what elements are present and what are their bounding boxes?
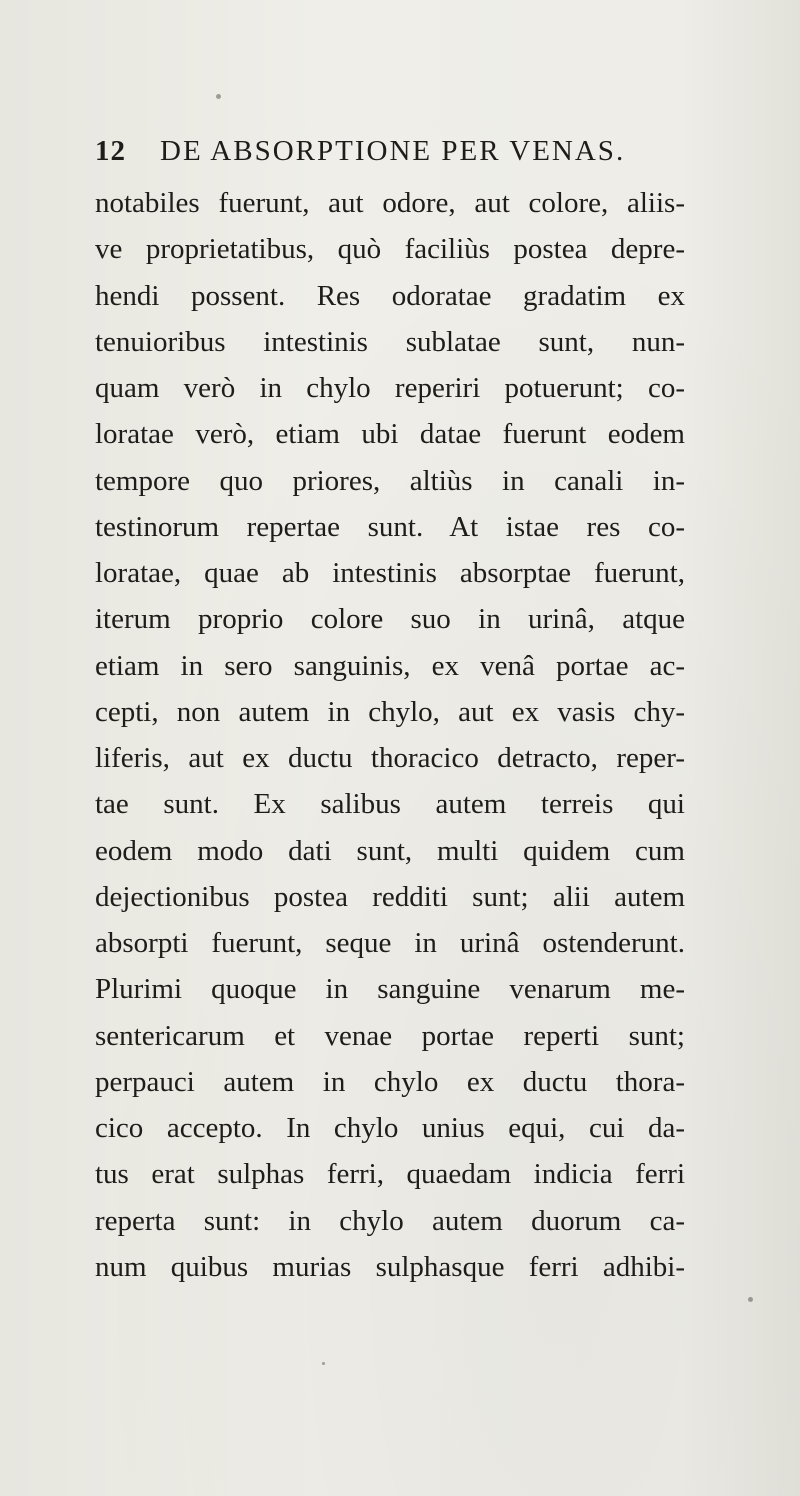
page-number: 12 [95,135,126,167]
running-head: DE ABSORPTIONE PER VENAS. [160,135,626,167]
text-line: perpauci autem in chylo ex ductu thora- [95,1065,685,1098]
page-header [95,135,685,175]
text-line: tae sunt. Ex salibus autem terreis qui [95,788,685,821]
text-line: cico accepto. In chylo unius equi, cui da- [95,1112,685,1144]
text-line: iterum proprio colore suo in urinâ, atque [95,603,685,636]
text-line: Plurimi quoque in sanguine venarum me- [95,973,685,1006]
text-line: loratae, quae ab intestinis absorptae fuerunt, [95,557,685,589]
text-line: absorpti fuerunt, seque in urinâ ostenderunt. [95,927,685,959]
paper-speck [322,1362,325,1365]
body-text [95,180,685,1290]
paper-speck [748,1297,753,1302]
text-line: ve proprietatibus, quò faciliùs postea depre- [95,233,685,266]
text-line: quam verò in chylo reperiri potuerunt; co- [95,372,685,404]
text-line: testinorum repertae sunt. At istae res co- [95,510,685,543]
text-line: eodem modo dati sunt, multi quidem cum [95,834,685,867]
paper-speck [216,94,221,99]
text-line: liferis, aut ex ductu thoracico detracto, reper- [95,742,685,774]
text-line: reperta sunt: in chylo autem duorum ca- [95,1204,685,1237]
text-line: tenuioribus intestinis sublatae sunt, nun- [95,325,685,358]
text-line: num quibus murias sulphasque ferri adhibi- [95,1250,685,1283]
text-line: sentericarum et venae portae reperti sunt; [95,1019,685,1052]
text-line: notabiles fuerunt, aut odore, aut colore, aliis- [95,187,685,219]
text-line: etiam in sero sanguinis, ex venâ portae ac- [95,649,685,682]
text-line: tempore quo priores, altiùs in canali in- [95,464,685,497]
text-line: dejectionibus postea redditi sunt; alii autem [95,880,685,913]
text-line: loratae verò, etiam ubi datae fuerunt eodem [95,418,685,451]
text-line: cepti, non autem in chylo, aut ex vasis chy- [95,695,685,728]
text-line: hendi possent. Res odoratae gradatim ex [95,279,685,312]
text-line: tus erat sulphas ferri, quaedam indicia ferri [95,1158,685,1191]
